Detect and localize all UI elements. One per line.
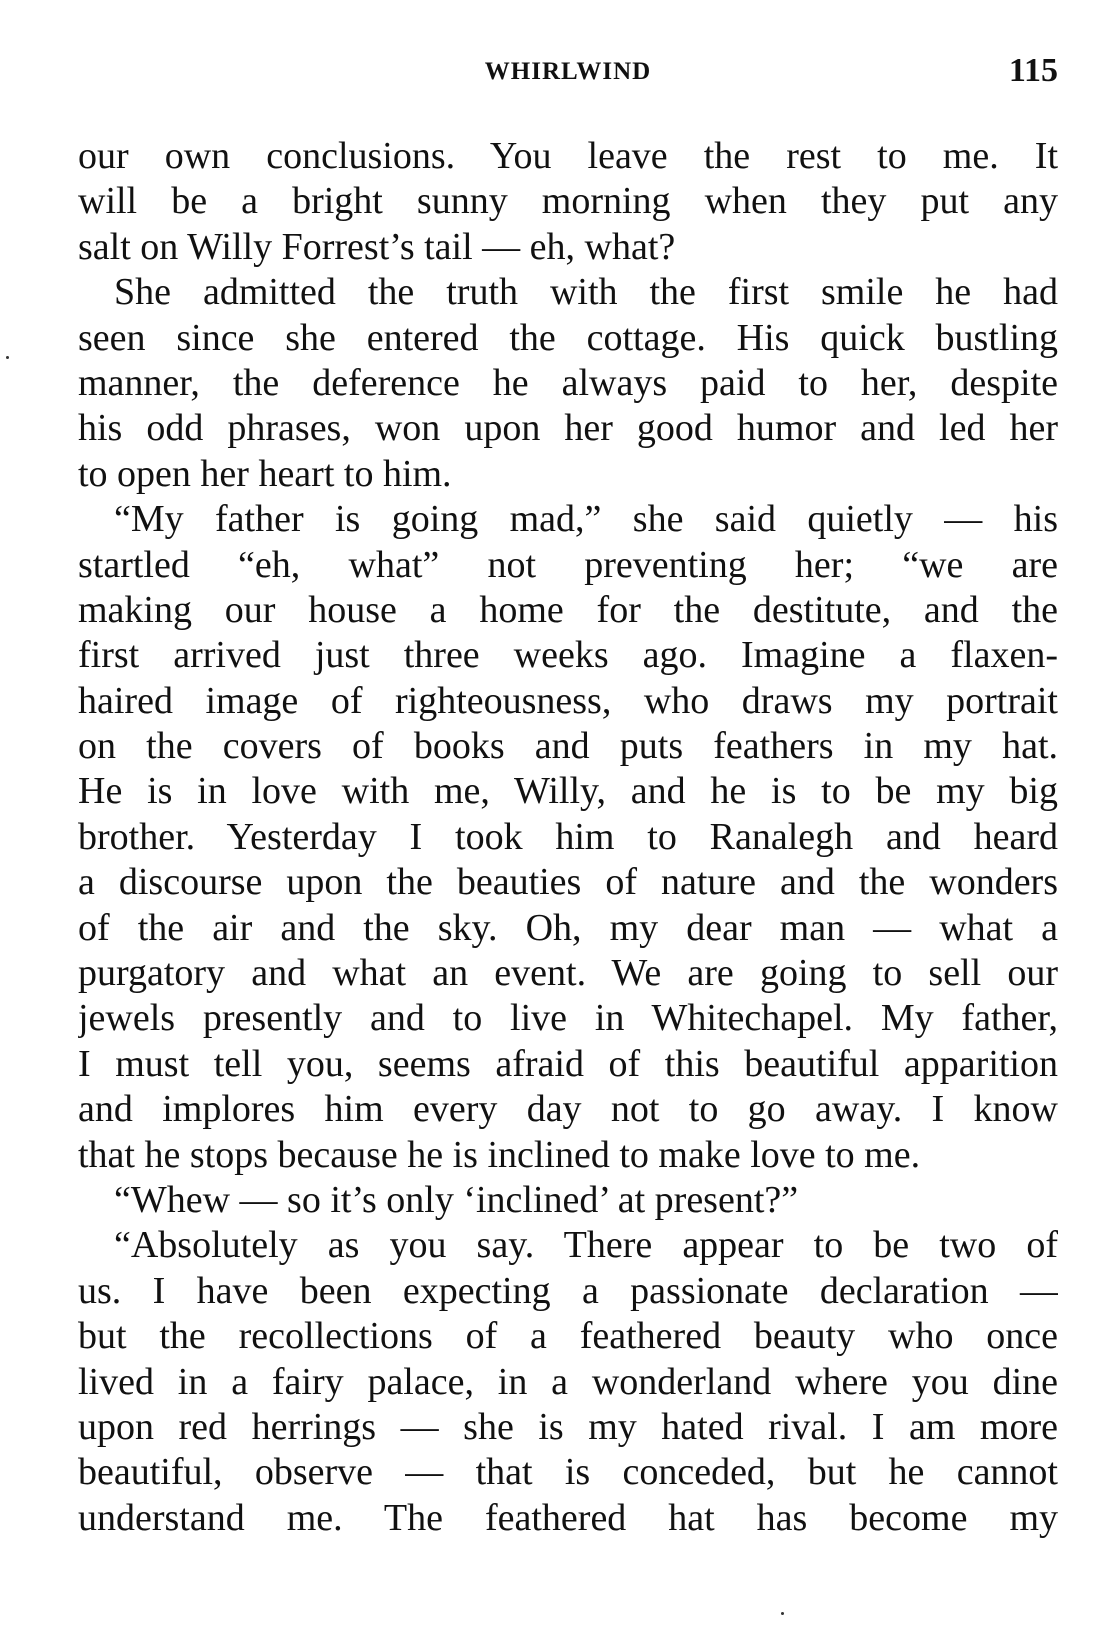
text-line: us. I have been expecting a passionate declaration — xyxy=(78,1269,1058,1312)
running-title: WHIRLWIND xyxy=(484,58,652,85)
text-line: He is in love with me, Willy, and he is to be my big xyxy=(78,770,1058,813)
text-line: will be a bright sunny morning when they put any xyxy=(78,180,1058,223)
text-line: upon red herrings — she is my hated rival. I am more xyxy=(78,1405,1058,1448)
scan-speck xyxy=(781,1612,784,1615)
text-line: seen since she entered the cottage. His quick bustling xyxy=(78,316,1058,359)
text-line: his odd phrases, won upon her good humor and led her xyxy=(78,407,1058,450)
text-line: but the recollections of a feathered beauty who once xyxy=(78,1315,1058,1358)
text-line: a discourse upon the beauties of nature and the wonders xyxy=(78,861,1058,904)
text-line: of the air and the sky. Oh, my dear man — what a xyxy=(78,906,1058,949)
text-line: that he stops because he is inclined to make love to me. xyxy=(78,1133,921,1176)
page-header xyxy=(78,52,1058,102)
text-line: purgatory and what an event. We are going to sell our xyxy=(78,952,1058,995)
text-line: She admitted the truth with the first smile he had xyxy=(114,271,1058,314)
text-line: startled “eh, what” not preventing her; “we are xyxy=(78,543,1058,586)
text-line: first arrived just three weeks ago. Imagine a flaxen- xyxy=(78,634,1058,677)
body-text xyxy=(78,134,1058,1541)
text-line: on the covers of books and puts feathers in my hat. xyxy=(78,725,1058,768)
text-line: haired image of righteousness, who draws my portrait xyxy=(78,679,1058,722)
text-line: understand me. The feathered hat has become my xyxy=(78,1496,1058,1539)
text-line: and implores him every day not to go away. I know xyxy=(78,1088,1058,1131)
text-line: “My father is going mad,” she said quietly — his xyxy=(114,498,1058,541)
text-line: salt on Willy Forrest’s tail — eh, what? xyxy=(78,225,676,268)
text-line: making our house a home for the destitute, and the xyxy=(78,588,1058,631)
text-line: “Absolutely as you say. There appear to be two of xyxy=(114,1224,1058,1267)
scan-speck xyxy=(6,356,9,359)
text-line: brother. Yesterday I took him to Ranalegh and heard xyxy=(78,815,1058,858)
page-number: 115 xyxy=(1008,52,1058,89)
text-line: jewels presently and to live in Whitechapel. My father, xyxy=(78,997,1058,1040)
text-line: manner, the deference he always paid to her, despite xyxy=(78,361,1058,404)
text-line: our own conclusions. You leave the rest to me. It xyxy=(78,135,1058,177)
text-line: to open her heart to him. xyxy=(78,452,452,495)
text-line: lived in a fairy palace, in a wonderland where you dine xyxy=(78,1360,1058,1403)
text-line: “Whew — so it’s only ‘inclined’ at present?” xyxy=(114,1178,799,1221)
text-line: beautiful, observe — that is conceded, but he cannot xyxy=(78,1451,1058,1494)
text-line: I must tell you, seems afraid of this beautiful apparition xyxy=(78,1042,1058,1085)
